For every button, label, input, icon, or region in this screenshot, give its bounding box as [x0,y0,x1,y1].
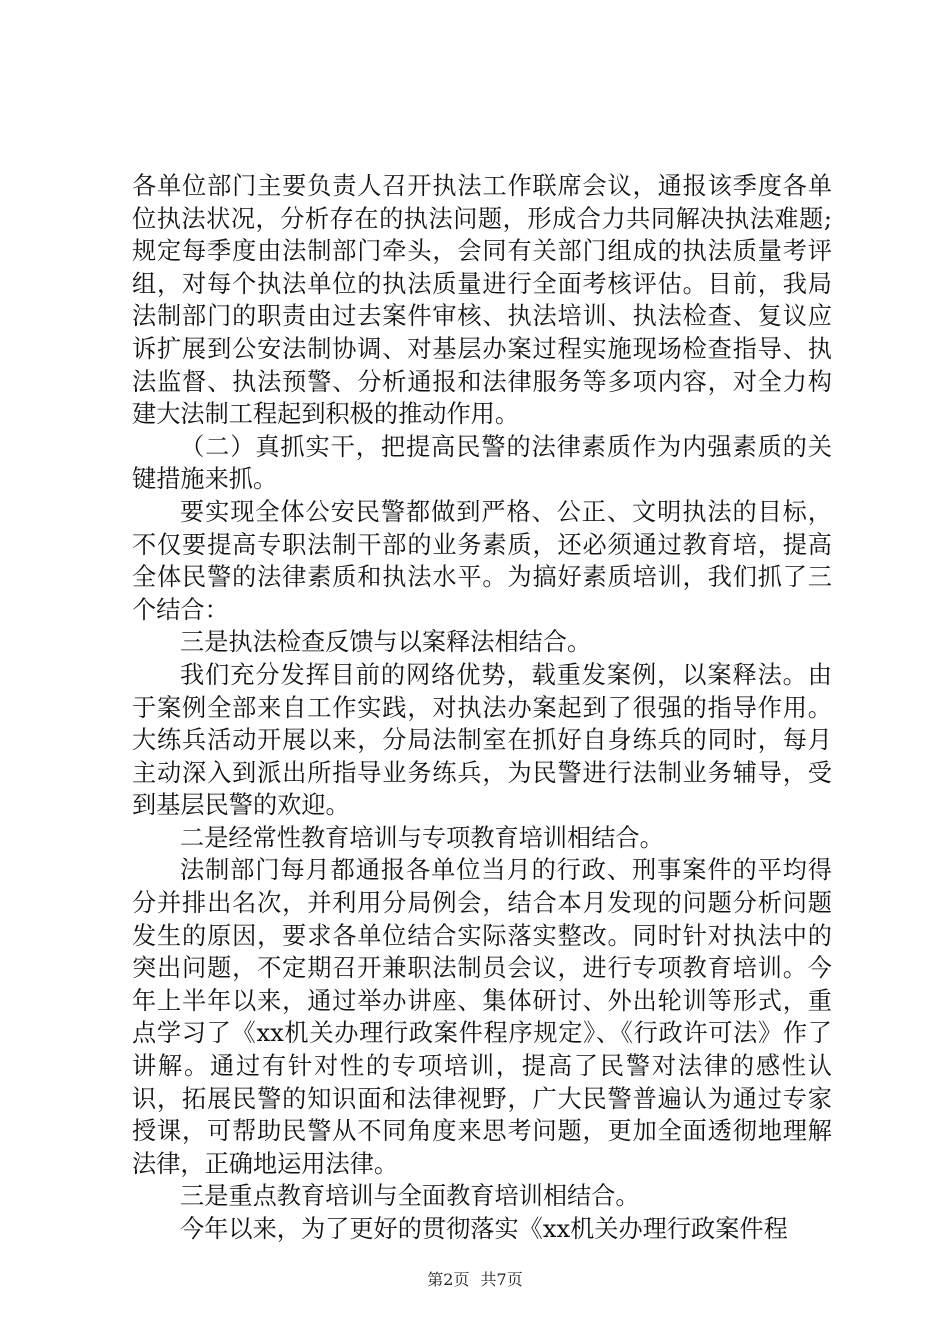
page-total: 共7页 [480,1270,523,1289]
paragraph-this-year: 今年以来，为了更好的贯彻落实《xx机关办理行政案件程 [180,1215,788,1243]
document-body [132,170,832,1246]
paragraph-training-goal: 要实现全体公安民警都做到严格、公正、文明执法的目标，不仅要提高专职法制干部的业务素质，还必须通过教育培，提高全体民警的法律素质和执法水平。为搞好素质培训，我们抓了三个结合： [132,497,832,624]
point-heading-key-training: 三是重点教育培训与全面教育培训相结合。 [180,1182,640,1211]
page-footer [0,1270,950,1290]
section-heading-two: （二）真抓实干，把提高民警的法律素质作为内强素质的关键措施来抓。 [132,432,832,494]
paragraph-monthly-report: 法制部门每月都通报各单位当月的行政、刑事案件的平均得分并排出名次，并利用分局例会，结合本月发现的问题分析问题发生的原因，要求各单位结合实际落实整改。同时针对执法中的突出问题，不定期召开兼职法制员会议，进行专项教育培训。今年上半年以来，通过举办讲座、集体研讨、外出轮训等形式，重点学习了《xx机关办理行政案件程序规定》、《行政许可法》作了讲解。通过有针对性的专项培训，提高了民警对法律的感性认识，拓展民警的知识面和法律视野，广大民警普遍认为通过专家授课，可帮助民警从不同角度来思考问题，更加全面透彻地理解法律，正确地运用法律。 [132,856,832,1178]
paragraph-case-interpretation: 我们充分发挥目前的网络优势，载重发案例，以案释法。由于案例全部来自工作实践，对执法办案起到了很强的指导作用。大练兵活动开展以来，分局法制室在抓好自身练兵的同时，每月主动深入到派出所指导业务练兵，为民警进行法制业务辅导，受到基层民警的欢迎。 [132,660,832,820]
point-heading-feedback: 三是执法检查反馈与以案释法相结合。 [180,628,592,657]
point-heading-regular-training: 二是经常性教育培训与专项教育培训相结合。 [180,823,664,852]
page-number: 第2页 [427,1270,470,1289]
paragraph-continuation: 各单位部门主要负责人召开执法工作联席会议，通报该季度各单位执法状况，分析存在的执法问题，形成合力共同解决执法难题;规定每季度由法制部门牵头，会同有关部门组成的执法质量考评组，对每个执法单位的执法质量进行全面考核评估。目前，我局法制部门的职责由过去案件审核、执法培训、执法检查、复议应诉扩展到公安法制协调、对基层办案过程实施现场检查指导、执法监督、执法预警、分析通报和法律服务等多项内容，对全力构建大法制工程起到积极的推动作用。 [132,172,832,429]
